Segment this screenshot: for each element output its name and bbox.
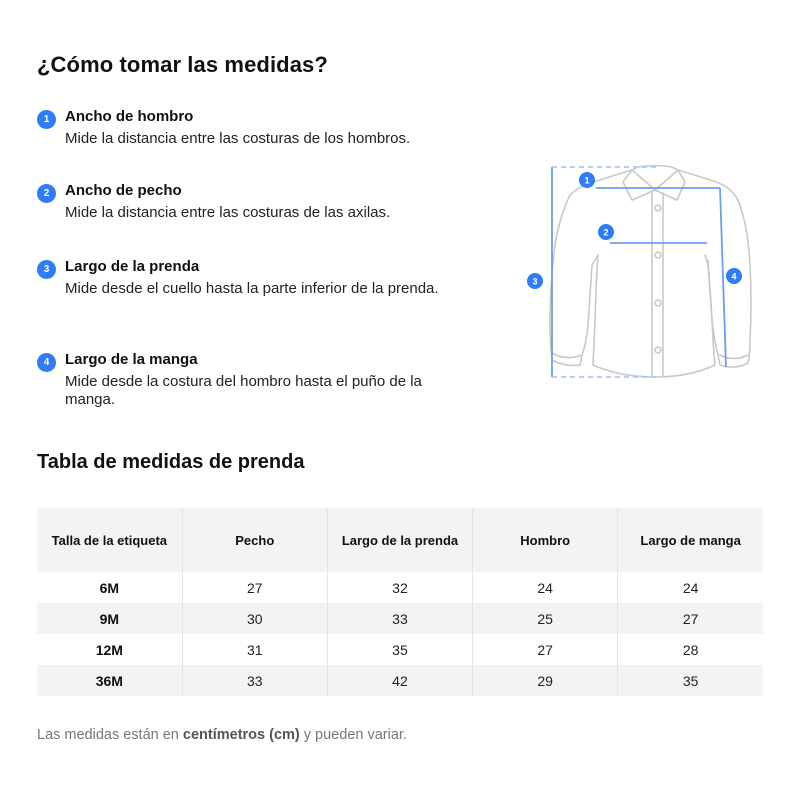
step-number-badge: 3 [37, 260, 56, 279]
sleeve-length-cell: 35 [618, 665, 763, 696]
chest-cell: 30 [182, 603, 327, 634]
step-title: Largo de la prenda [65, 258, 200, 275]
chest-cell: 27 [182, 572, 327, 603]
size-label-cell: 12M [37, 634, 182, 665]
column-header-size-label: Talla de la etiqueta [37, 508, 182, 572]
units-note-bold: centímetros (cm) [182, 727, 300, 743]
sleeve-length-cell: 27 [618, 603, 763, 634]
size-label-cell: 36M [37, 665, 182, 696]
shoulder-cell: 24 [473, 572, 618, 603]
chest-cell: 31 [182, 634, 327, 665]
garment-length-cell: 33 [327, 603, 472, 634]
column-header-garment-length: Largo de la prenda [327, 508, 472, 572]
svg-text:2: 2 [603, 227, 609, 238]
column-header-chest: Pecho [182, 508, 327, 572]
units-note [37, 727, 407, 743]
column-header-shoulder: Hombro [473, 508, 618, 572]
shoulder-cell: 25 [473, 603, 618, 634]
size-label-cell: 9M [37, 603, 182, 634]
table-row [37, 603, 763, 634]
shirt-icon [520, 155, 760, 390]
step-description: Mide desde la costura del hombro hasta el puño de la manga. [65, 373, 422, 408]
step-number-badge: 4 [37, 353, 56, 372]
size-label-cell: 6M [37, 572, 182, 603]
garment-length-cell: 32 [327, 572, 472, 603]
step-description: Mide desde el cuello hasta la parte inferior de la prenda. [65, 280, 439, 297]
column-header-sleeve-length: Largo de manga [618, 508, 763, 572]
garment-length-cell: 35 [327, 634, 472, 665]
sleeve-length-cell: 24 [618, 572, 763, 603]
step-title: Ancho de pecho [65, 182, 182, 199]
size-table-title: Tabla de medidas de prenda [37, 451, 305, 473]
step-title: Ancho de hombro [65, 108, 194, 125]
step-number-badge: 1 [37, 110, 56, 129]
shirt-measurement-diagram [520, 155, 760, 390]
step-number-badge: 2 [37, 184, 56, 203]
step-description: Mide la distancia entre las costuras de las axilas. [65, 204, 391, 221]
units-note-suffix: y pueden variar. [299, 727, 407, 743]
table-row [37, 665, 763, 696]
svg-text:4: 4 [731, 271, 737, 282]
sleeve-length-cell: 28 [618, 634, 763, 665]
shoulder-cell: 27 [473, 634, 618, 665]
howto-title: ¿Cómo tomar las medidas? [37, 52, 328, 77]
step-title: Largo de la manga [65, 351, 198, 368]
svg-text:1: 1 [584, 175, 590, 186]
chest-cell: 33 [182, 665, 327, 696]
units-note-prefix: Las medidas están en [37, 727, 183, 743]
size-chart-table [37, 508, 763, 696]
table-row [37, 572, 763, 603]
garment-length-cell: 42 [327, 665, 472, 696]
table-header-row [37, 508, 763, 572]
shoulder-cell: 29 [473, 665, 618, 696]
svg-text:3: 3 [532, 276, 538, 287]
step-description: Mide la distancia entre las costuras de los hombros. [65, 130, 411, 147]
table-row [37, 634, 763, 665]
